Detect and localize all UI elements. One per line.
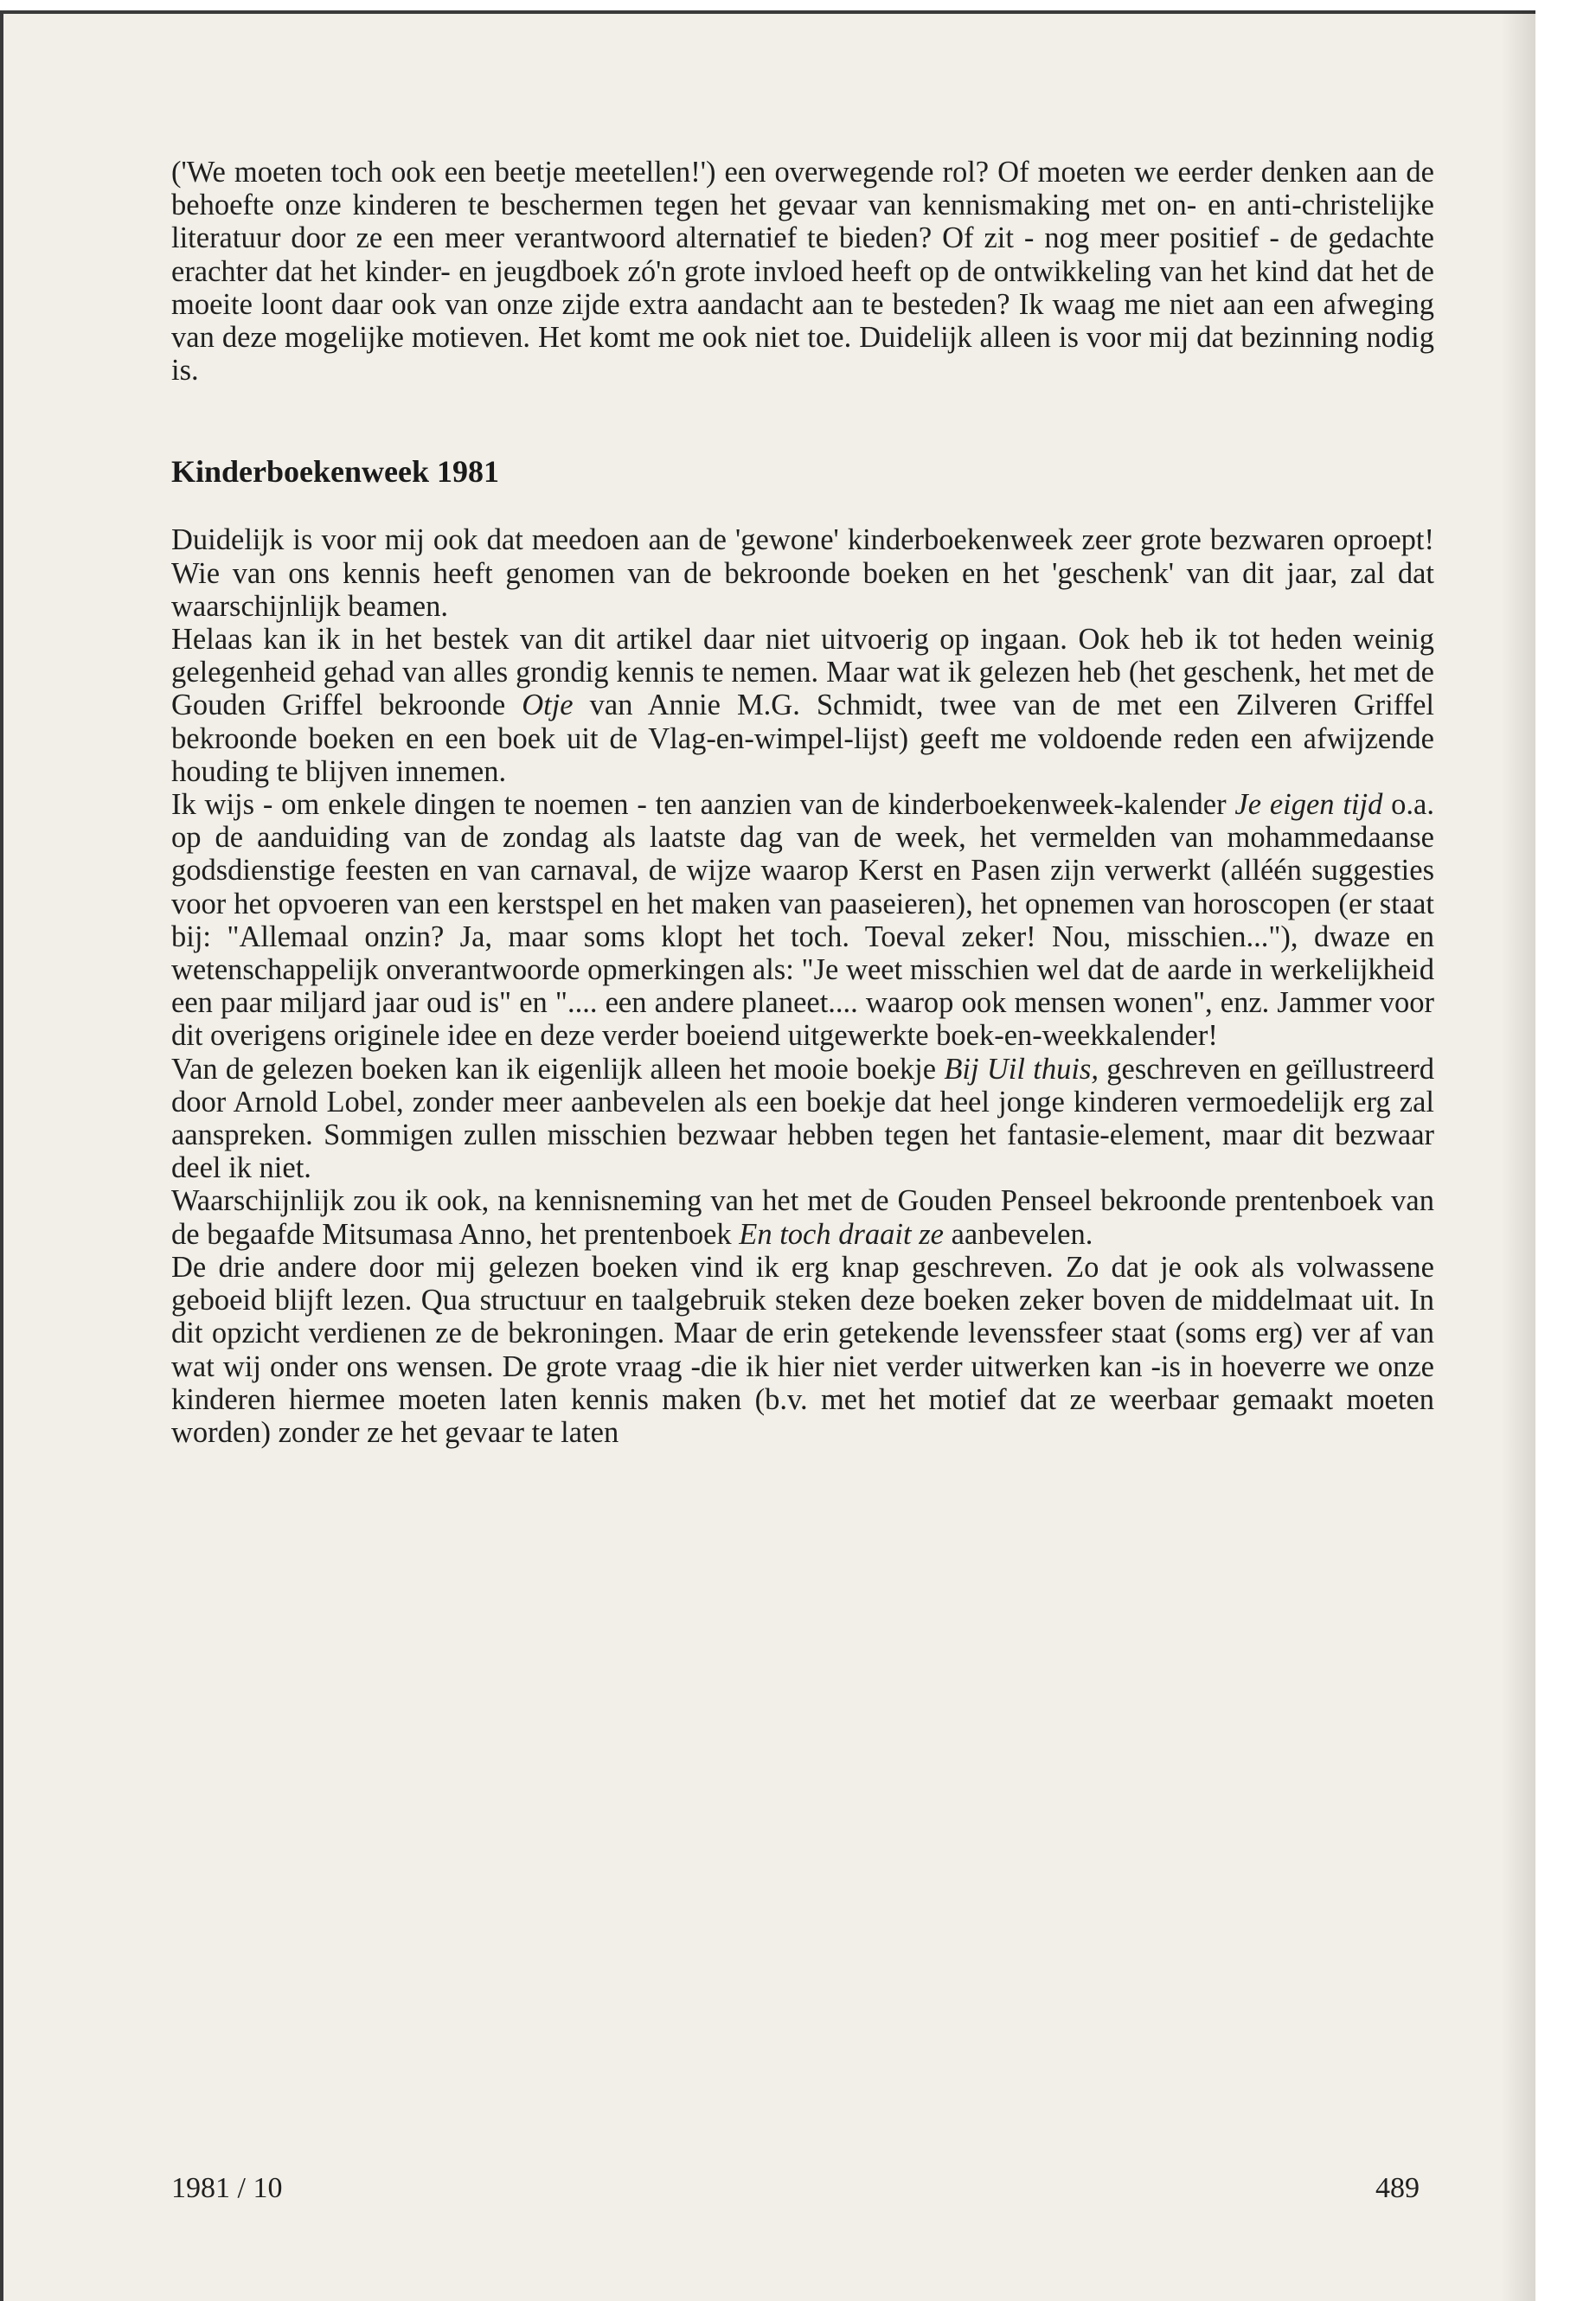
page-number: 489 [1375, 2172, 1420, 2204]
book-title-je-eigen-tijd: Je eigen tijd [1234, 788, 1383, 822]
paragraph-3-text-a: Ik wijs - om enkele dingen te noemen - ten aanzien van de kinderboekenweek-kalender [171, 788, 1235, 822]
paragraph-5-text-b: aanbevelen. [943, 1217, 1093, 1251]
book-title-bij-uil-thuis: Bij Uil thuis, [944, 1052, 1099, 1086]
book-title-en-toch-draait-ze: En toch draait ze [739, 1217, 944, 1251]
paragraph-2 [171, 623, 1434, 788]
paragraph-3 [171, 788, 1434, 1053]
paragraph-5 [171, 1184, 1434, 1250]
paragraph-4 [171, 1053, 1434, 1185]
lead-paragraph: ('We moeten toch ook een beetje meetellen!') een overwegende rol? Of moeten we eerder denken aan de behoefte onze kinderen te beschermen tegen het gevaar van kennismaking met on- en anti-christelijke literatuur door ze een meer verantwoord alternatief te bieden? Of zit - nog meer positief - de gedachte erachter dat het kinder- en jeugdboek zó'n grote invloed heeft op de ontwikkeling van het kind dat het de moeite loont daar ook van onze zijde extra aandacht aan te besteden? Ik waag me niet aan een afweging van deze mogelijke motieven. Het komt me ook niet toe. Duidelijk alleen is voor mij dat bezinning nodig is. [171, 156, 1434, 388]
paragraph-2-text-b: van Annie M.G. Schmidt, twee van de met een Zilveren Griffel bekroonde boeken en een boek uit de Vlag-en-wimpel-lijst) geeft me voldoende reden een afwijzende houding te blijven innemen. [171, 689, 1434, 788]
book-title-otje: Otje [522, 689, 574, 722]
paragraph-6: De drie andere door mij gelezen boeken vind ik erg knap geschreven. Zo dat je ook als volwassene geboeid blijft lezen. Qua structuur en taalgebruik steken deze boeken zeker boven de middelmaat uit. In dit opzicht verdienen ze de bekroningen. Maar de erin getekende levenssfeer staat (soms erg) ver af van wat wij onder ons wensen. De grote vraag -die ik hier niet verder uitwerken kan -is in hoeverre we onze kinderen hiermee moeten laten kennis maken (b.v. met het motief dat ze weerbaar gemaakt moeten worden) zonder ze het gevaar te laten [171, 1250, 1434, 1449]
paragraph-5-text-a: Waarschijnlijk zou ik ook, na kennisneming van het met de Gouden Penseel bekroonde prentenboek van de begaafde Mitsumasa Anno, het prentenboek [171, 1184, 1434, 1251]
page-edge-shadow [1501, 10, 1535, 2301]
section-heading: Kinderboekenweek 1981 [171, 454, 500, 490]
paragraph-4-text-a: Van de gelezen boeken kan ik eigenlijk alleen het mooie boekje [171, 1052, 945, 1086]
paragraph-3-text-b: o.a. op de aanduiding van de zondag als laatste dag van de week, het vermelden van mohammedaanse godsdienstige feesten en van carnaval, de wijze waarop Kerst en Pasen zijn verwerkt (alléén suggesties voor het opvoeren van een kerstspel en het maken van paaseieren), het opnemen van horoscopen (er staat bij: "Allemaal onzin? Ja, maar soms klopt het toch. Toeval zeker! Nou, misschien..."), dwaze en wetenschappelijk onverantwoorde opmerkingen als: "Je weet misschien wel dat de aarde in werkelijkheid een paar miljard jaar oud is" en ".... een andere planeet.... waarop ook mensen wonen", enz. Jammer voor dit overigens originele idee en deze verder boeiend uitgewerkte boek-en-weekkalender! [171, 788, 1434, 1053]
paragraph-1: Duidelijk is voor mij ook dat meedoen aan de 'gewone' kinderboekenweek zeer grote bezwaren oproept! Wie van ons kennis heeft genomen van de bekroonde boeken en het 'geschenk' van dit jaar, zal dat waarschijnlijk beamen. [171, 523, 1434, 623]
issue-number: 1981 / 10 [171, 2172, 283, 2204]
paragraph-2-text-a: Helaas kan ik in het bestek van dit artikel daar niet uitvoerig op ingaan. Ook heb ik tot heden weinig gelegenheid gehad van alles grondig kennis te nemen. Maar wat ik gelezen heb (het geschenk, het met de Gouden Griffel bekroonde [171, 623, 1434, 722]
article-body [171, 156, 1434, 1449]
paragraph-4-text-b: geschreven en geïllustreerd door Arnold Lobel, zonder meer aanbevelen als een boekje dat heel jonge kinderen vermoedelijk erg zal aanspreken. Sommigen zullen misschien bezwaar hebben tegen het fantasie-element, maar dit bezwaar deel ik niet. [171, 1052, 1434, 1185]
